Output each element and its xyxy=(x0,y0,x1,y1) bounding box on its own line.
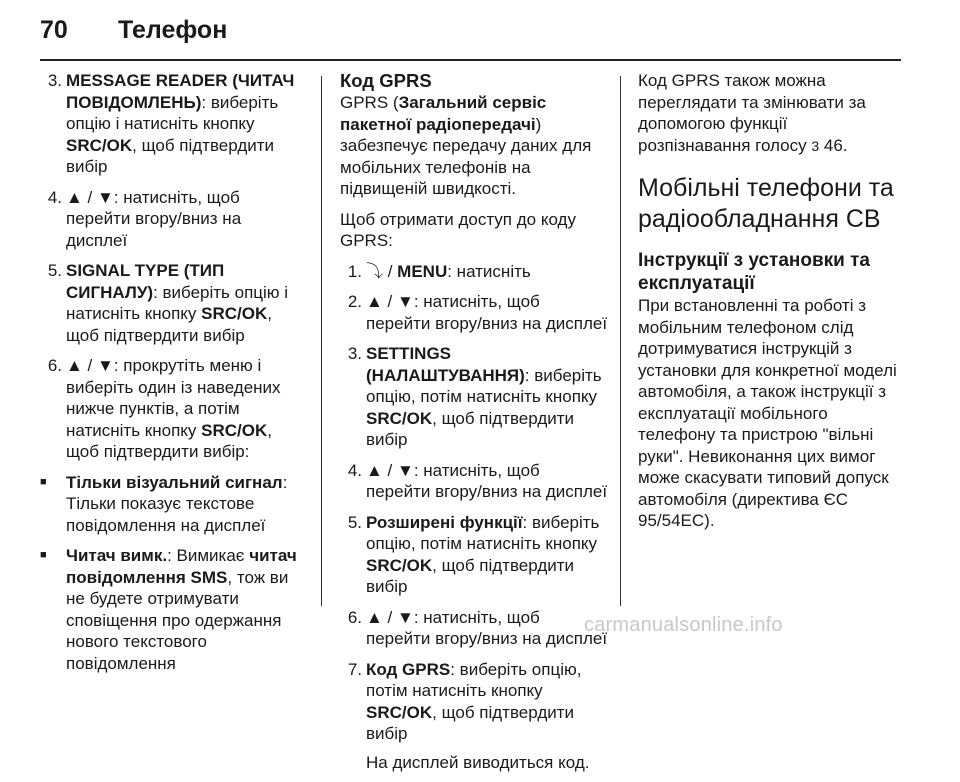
item-number: 5. xyxy=(347,512,362,532)
item-number: 6. xyxy=(47,356,62,375)
item-number: 4. xyxy=(347,460,362,480)
item-text: , щоб підтвердити вибір xyxy=(66,135,275,176)
page-reference-number[interactable]: 46. xyxy=(819,135,848,155)
item-text: : виберіть опцію і натисніть кнопку xyxy=(66,92,279,133)
item-text: : виберіть опцію і натисніть кнопку xyxy=(66,282,289,323)
key-label: MENU xyxy=(397,261,448,281)
list-item xyxy=(340,512,608,598)
item-text: / xyxy=(383,261,398,281)
key-label: SRC/OK xyxy=(366,408,433,428)
paragraph xyxy=(638,70,900,157)
paragraph-text: GPRS ( xyxy=(340,93,399,112)
item-text: , щоб підтвердити вибір: xyxy=(66,420,272,461)
term-label: Загальний сервіс пакетної радіопередачі xyxy=(340,93,547,134)
bullet-icon: ■ xyxy=(40,549,47,561)
item-text: , щоб підтвердити вибір xyxy=(66,304,272,345)
item-number: 7. xyxy=(347,659,362,679)
bullet-item xyxy=(40,472,304,537)
item-number: 2. xyxy=(347,292,362,311)
item-text: : виберіть опцію, потім натисніть кнопку xyxy=(366,512,600,553)
option-label: Код GPRS xyxy=(366,659,451,679)
item-text: , тож ви не будете отримувати сповіщення про одержання нового текстового повідомлення xyxy=(66,567,289,673)
item-text: , щоб підтвердити вибір xyxy=(366,408,575,449)
item-number: 6. xyxy=(347,607,362,627)
item-text: , щоб підтвердити вибір xyxy=(366,555,575,596)
key-label: SRC/OK xyxy=(66,135,133,155)
result-paragraph: На дисплей виводиться код. xyxy=(366,752,590,772)
intro-paragraph xyxy=(340,92,608,200)
item-text: ▲ / ▼: прокрутіть меню і виберіть один із наведених нижче пунктів, а потім натисніть кнопку xyxy=(66,356,281,440)
option-label: Розширені функції xyxy=(366,512,523,532)
list-item xyxy=(340,659,608,745)
option-label: SETTINGS (НАЛАШТУВАННЯ) xyxy=(366,344,525,385)
item-text: , щоб підтвердити вибір xyxy=(366,702,575,743)
item-number: 4. xyxy=(47,187,62,207)
list-item xyxy=(340,343,608,451)
key-label: SRC/OK xyxy=(201,304,268,323)
item-text: : виберіть опцію, потім натисніть кнопку xyxy=(366,659,582,700)
paragraph-text: ) забезпечує передачу даних для мобільних телефонів на підвищеній швидкості. xyxy=(340,114,592,198)
list-item xyxy=(340,291,608,334)
column-divider-1 xyxy=(321,76,322,606)
list-item xyxy=(40,187,304,252)
option-label: SIGNAL TYPE (ТИП СИГНАЛУ) xyxy=(66,261,225,302)
chapter-heading: Мобільні телефони та радіообладнання СВ xyxy=(638,174,894,233)
bullet-item xyxy=(40,545,304,674)
list-item xyxy=(340,460,608,503)
item-number: 1. xyxy=(347,261,362,281)
item-text: ▲ / ▼: натисніть, щоб перейти вгору/вниз на дисплеї xyxy=(366,607,608,648)
key-label: SRC/OK xyxy=(201,420,268,440)
section-title: Телефон xyxy=(118,16,228,44)
column-2 xyxy=(340,70,608,782)
item-number: 3. xyxy=(347,344,362,363)
item-text: ▲ / ▼: натисніть, щоб перейти вгору/вниз на дисплеї xyxy=(66,187,242,250)
item-text: : Тільки показує текстове повідомлення на дисплеї xyxy=(66,472,288,535)
section-heading: Код GPRS xyxy=(340,70,432,91)
key-label: SRC/OK xyxy=(366,702,433,722)
page-header xyxy=(0,0,960,60)
key-label: SRC/OK xyxy=(366,555,433,575)
item-text: : Вимикає xyxy=(167,546,250,565)
item-text: : натисніть xyxy=(447,261,531,281)
subsection-heading: Інструкції з установки та експлуатації xyxy=(638,250,870,294)
phone-icon: ⤵ xyxy=(366,261,383,281)
option-label: Тільки візуальний сигнал xyxy=(66,472,283,492)
item-text: : виберіть опцію, потім натисніть кнопку xyxy=(366,365,602,406)
page-reference-icon[interactable]: 3 xyxy=(811,137,820,154)
paragraph-text: Код GPRS також можна переглядати та змінювати за допомогою функції розпізнавання голосу xyxy=(638,71,866,155)
column-1 xyxy=(40,70,304,683)
list-item xyxy=(340,261,608,283)
option-label: Читач вимк. xyxy=(66,546,168,565)
item-number: 3. xyxy=(47,71,62,90)
item-text: ▲ / ▼: натисніть, щоб перейти вгору/вниз на дисплеї xyxy=(366,292,608,333)
option-label: читач повідомлення SMS xyxy=(66,546,297,587)
paragraph: Щоб отримати доступ до коду GPRS: xyxy=(340,209,576,250)
watermark: carmanualsonline.info xyxy=(584,614,783,636)
body-paragraph: При встановленні та роботі з мобільним телефоном слід дотримуватися інструкцій з установки для конкретної моделі автомобіля, а також інструкції з експлуатації мобільного телефону та пристрою "вільні руки". Невиконання цих вимог може скасувати типовий допуск автомобіля (директива ЄС 95/54ЕС). xyxy=(638,296,897,530)
list-item xyxy=(40,260,304,346)
page-number: 70 xyxy=(40,16,68,44)
option-label: MESSAGE READER (ЧИТАЧ ПОВІДОМЛЕНЬ) xyxy=(66,71,295,112)
bullet-icon: ■ xyxy=(40,475,47,488)
column-3 xyxy=(638,70,900,541)
list-item xyxy=(40,355,304,463)
list-item xyxy=(40,70,304,178)
item-number: 5. xyxy=(47,261,62,280)
item-text: ▲ / ▼: натисніть, щоб перейти вгору/вниз на дисплеї xyxy=(366,460,608,501)
list-item xyxy=(340,607,608,650)
column-divider-2 xyxy=(620,76,621,606)
header-rule xyxy=(40,59,901,61)
